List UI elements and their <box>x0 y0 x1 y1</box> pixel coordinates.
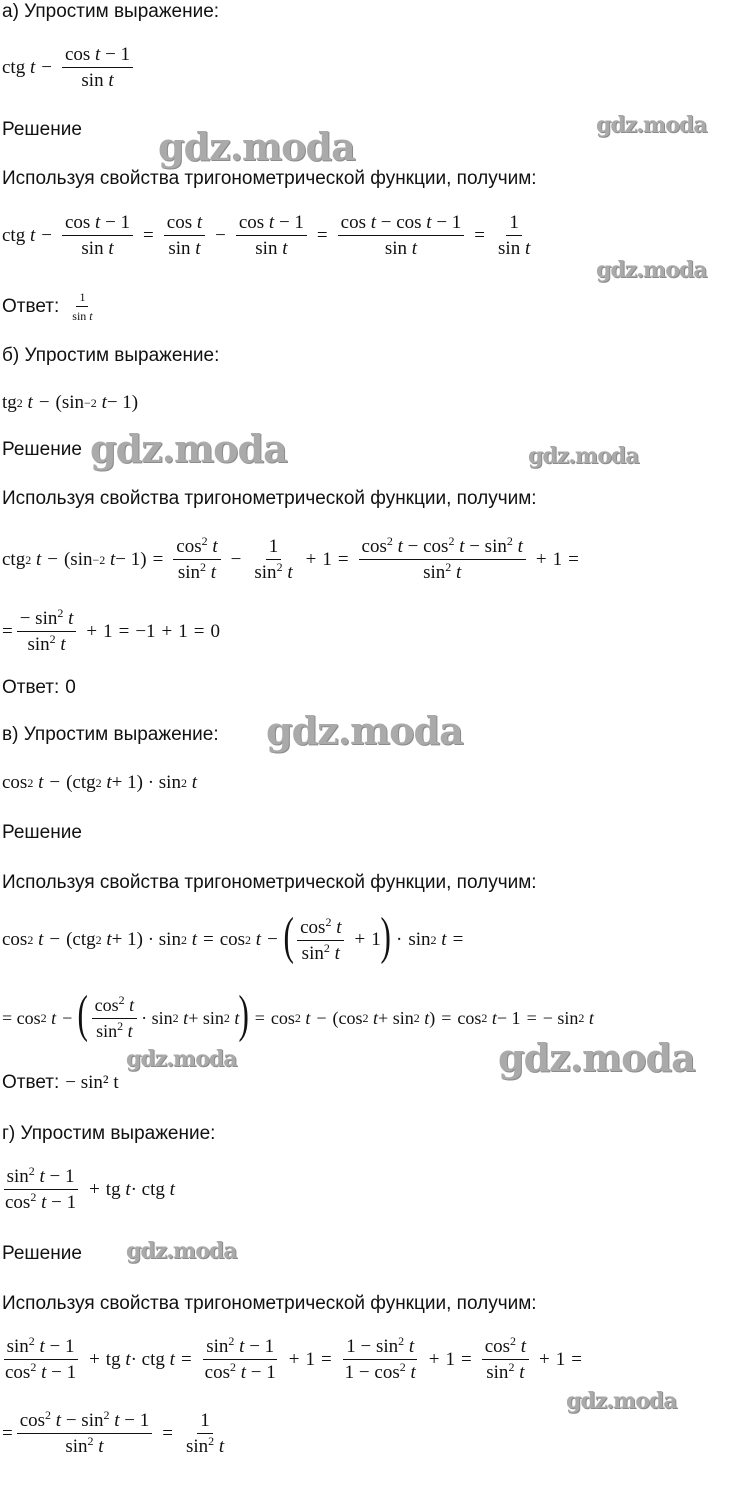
answer-c <box>2 1071 119 1095</box>
watermark: gdz.moda <box>126 1046 237 1072</box>
watermark: gdz.moda <box>158 124 355 169</box>
using-text-a: Используя свойства тригонометрической функции, получим: <box>2 168 537 189</box>
answer-value-c: − sin² t <box>65 1072 119 1093</box>
answer-value-b: 0 <box>65 677 76 698</box>
expression-d: $\frac{\sin^2 t - 1}{\cos^2 t - 1}$ + tg t · ctg t <box>5 1164 175 1213</box>
watermark: gdz.moda <box>126 1238 237 1264</box>
watermark: gdz.moda <box>498 1035 695 1080</box>
expression-c: cos 2 t − (ctg 2 t + 1) · sin 2 t <box>2 772 197 793</box>
using-text-b: Используя свойства тригонометрической функции, получим: <box>2 488 537 509</box>
solution-label-a: Решение <box>2 119 82 140</box>
heading-a: а) Упростим выражение: <box>2 1 220 22</box>
heading-d: г) Упростим выражение: <box>2 1123 216 1144</box>
derivation-d-line2: = $\frac{\cos^2 t - \sin^2 t - 1}{\sin^2 t}$ = $\frac{1}{\sin^2 t}$ <box>2 1408 225 1457</box>
heading-c: в) Упростим выражение: <box>2 724 219 745</box>
heading-b: б) Упростим выражение: <box>2 345 220 366</box>
answer-label-b: Ответ: <box>2 677 60 698</box>
watermark: gdz.moda <box>566 1388 677 1414</box>
solution-label-c: Решение <box>2 822 82 843</box>
solution-label-b: Решение <box>2 439 82 460</box>
watermark: gdz.moda <box>90 426 287 471</box>
watermark: gdz.moda <box>596 112 707 138</box>
watermark: gdz.moda <box>528 443 639 469</box>
answer-label-a: Ответ: <box>2 295 60 317</box>
derivation-b-line2: = $\frac{- \sin^2 t}{\sin^2 t}$ + 1 = −1 + 1 = 0 <box>2 606 220 655</box>
derivation-a: ctg t − $\frac{\text{cos t − 1}}{\text{sin t}}$ = $\frac{\text{cos t}}{\text{sin t}}$ − $\frac{\text{cos t − 1}}{\text{sin t}}$ = $\frac{\text{cos t − cos t − 1}}{\text{sin t}}$ = $\frac{1}{\text{sin t}}$ <box>2 212 531 259</box>
using-text-c: Используя свойства тригонометрической функции, получим: <box>2 872 537 893</box>
expression-a: ctg t − $\frac{\text{cos t − 1}}{\text{sin t}}$ <box>2 44 137 91</box>
derivation-b-line1: ctg 2 t − (sin −2 t − 1) = $\frac{\cos^2 t}{\sin^2 t}$ − $\frac{1}{\sin^2 t}$ + 1 = $\frac{\cos^2 t - \cos^2 t - \sin^2 t}{\sin^2 t}$ + 1 = <box>2 534 579 583</box>
watermark: gdz.moda <box>266 708 463 753</box>
watermark: gdz.moda <box>596 257 707 283</box>
solution-label-d: Решение <box>2 1243 82 1264</box>
derivation-c-line1: cos 2 t − (ctg 2 t + 1) · sin 2 t = cos 2 t − ( $\frac{\cos^2 t}{\sin^2 t}$ + 1 ) · sin 2 t = <box>2 908 464 965</box>
derivation-d-line1: $\frac{\sin^2 t - 1}{\cos^2 t - 1}$ + tg t · ctg t = $\frac{\sin^2 t - 1}{\cos^2 t - 1}$ + 1 = $\frac{1 - \sin^2 t}{1 - \cos^2 t}$ + 1 = $\frac{\cos^2 t}{\sin^2 t}$ + 1 = <box>5 1334 582 1383</box>
expression-b: tg 2 t − (sin −2 t − 1) <box>2 392 139 413</box>
derivation-c-line2: = cos 2 t − ( $\frac{\cos^2 t}{\sin^2 t}$ · sin 2 t + sin 2 t ) = cos 2 t − (cos 2 t + sin 2 t ) = cos 2 t − 1 = − sin 2 t <box>2 986 594 1043</box>
answer-b <box>2 676 76 700</box>
using-text-d: Используя свойства тригонометрической функции, получим: <box>2 1293 537 1314</box>
answer-a: Ответ: $\frac{1}{\text{sin t}}$ <box>2 290 93 323</box>
answer-label-c: Ответ: <box>2 1072 60 1093</box>
